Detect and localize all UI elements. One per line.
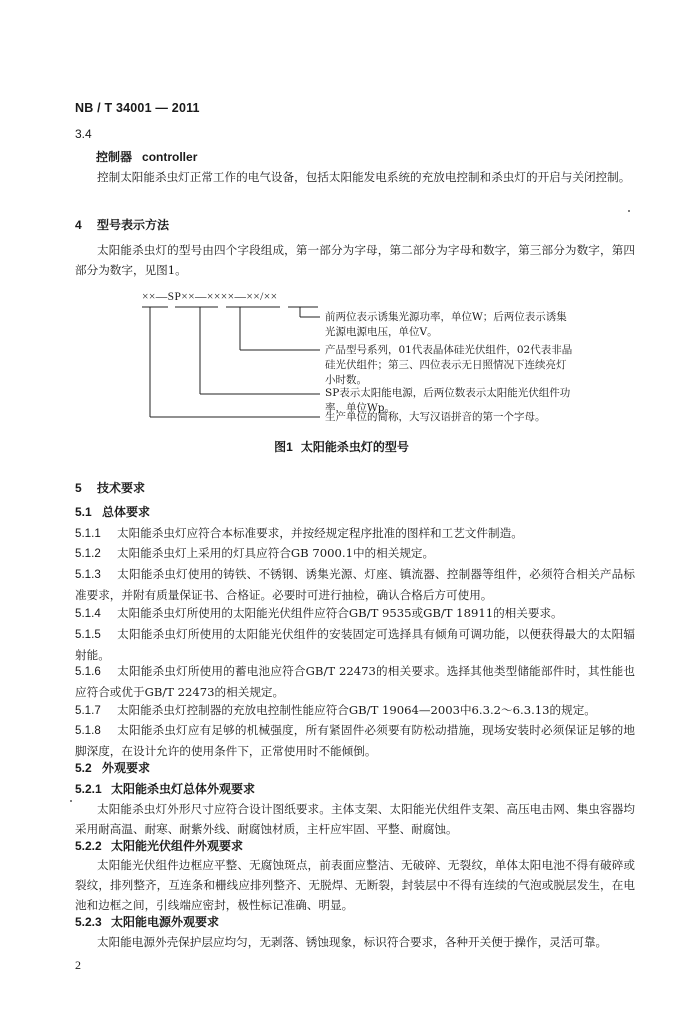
clause-5-2-3-text: 太阳能电源外壳保护层应均匀，无剥落、锈蚀现象，标识符合要求，各种开关便于操作，灵活可靠。 — [97, 935, 608, 949]
clause-5-1-8: 5.1.8 太阳能杀虫灯应有足够的机械强度，所有紧固件必须要有防松动措施，现场安装时必须保证足够的地脚深度，在设计允许的使用条件下，正常使用时不能倾倒。 — [75, 723, 635, 758]
clause-5-1-2: 5.1.2 太阳能杀虫灯上采用的灯具应符合GB 7000.1中的相关规定。 — [75, 546, 435, 560]
section-5-heading: 5 技术要求 — [75, 481, 146, 495]
diagram-label-1: 前两位表示诱集光源功率，单位W；后两位表示诱集光源电源电压，单位V。 — [325, 311, 567, 338]
diagram-label-4: 生产单位的简称，大写汉语拼音的第一个字母。 — [325, 411, 546, 423]
figure-caption-text: 太阳能杀虫灯的型号 — [300, 440, 409, 454]
section-5-2-heading: 5.2 外观要求 — [75, 761, 151, 775]
scan-speck — [628, 210, 630, 212]
term-definition: 控制太阳能杀虫灯正常工作的电气设备，包括太阳能发电系统的充放电控制和杀虫灯的开启与关闭控制。 — [97, 170, 631, 184]
section-4-paragraph: 太阳能杀虫灯的型号由四个字段组成，第一部分为字母，第二部分为字母和数字，第三部分为数字，第四部分为数字，见图1。 — [75, 243, 635, 277]
model-code-string: ××—SP××—××××—××/×× — [142, 291, 278, 303]
page-number: 2 — [75, 958, 81, 972]
clause-5-2-2-text: 太阳能光伏组件边框应平整、无腐蚀斑点，前表面应整洁、无破碎、无裂纹，单体太阳电池不得有破碎或裂纹，排列整齐，互连条和栅线应排列整齐、无脱焊、无断裂，封装层中不得有连续的气泡或脱层发生，在电池和边框之间，引线端应密封，极性标记准确、明显。 — [75, 858, 635, 912]
diagram-label-2: 产品型号系列，01代表晶体硅光伏组件，02代表非晶硅光伏组件；第三、四位表示无日照情况下连续亮灯小时数。 — [325, 344, 573, 386]
scan-speck — [70, 800, 72, 802]
clause-5-1-1: 5.1.1 太阳能杀虫灯应符合本标准要求，并按经规定程序批准的图样和工艺文件制造。 — [75, 526, 523, 540]
figure-caption-number: 图1 — [274, 440, 293, 454]
section-5-1-heading: 5.1 总体要求 — [75, 505, 151, 519]
term-en: controller — [142, 150, 198, 164]
section-5-2-1-heading: 5.2.1 太阳能杀虫灯总体外观要求 — [75, 782, 256, 796]
clause-5-1-4: 5.1.4 太阳能杀虫灯所使用的太阳能光伏组件应符合GB/T 9535或GB/T 18911的相关要求。 — [75, 606, 563, 620]
clause-3-4-number: 3.4 — [75, 127, 92, 141]
section-5-2-3-heading: 5.2.3 太阳能电源外观要求 — [75, 915, 220, 929]
clause-5-2-1-text: 太阳能杀虫灯外形尺寸应符合设计图纸要求。主体支架、太阳能光伏组件支架、高压电击网、集虫容器均采用耐高温、耐寒、耐紫外线、耐腐蚀材质，主杆应牢固、平整、耐腐蚀。 — [75, 802, 635, 836]
clause-5-1-6: 5.1.6 太阳能杀虫灯所使用的蓄电池应符合GB/T 22473的相关要求。选择其他类型储能部件时，其性能也应符合或优于GB/T 22473的相关规定。 — [75, 664, 635, 699]
figure-caption — [0, 438, 683, 455]
section-5-2-2-heading: 5.2.2 太阳能光伏组件外观要求 — [75, 839, 244, 853]
section-4-heading: 4 型号表示方法 — [75, 218, 170, 232]
term-zh: 控制器 — [96, 150, 133, 164]
clause-5-1-5: 5.1.5 太阳能杀虫灯所使用的太阳能光伏组件的安装固定可选择具有倾角可调功能，以便获得最大的太阳辐射能。 — [75, 627, 635, 662]
diagram-label-3: SP表示太阳能电源，后两位数表示太阳能光伏组件功率，单位Wp。 — [325, 387, 571, 414]
clause-5-1-7: 5.1.7 太阳能杀虫灯控制器的充放电控制性能应符合GB/T 19064—2003中6.3.2～6.3.13的规定。 — [75, 703, 596, 717]
clause-5-1-3: 5.1.3 太阳能杀虫灯使用的铸铁、不锈钢、诱集光源、灯座、镇流器、控制器等组件，必须符合相关产品标准要求，并附有质量保证书、合格证。必要时可进行抽检，确认合格后方可使用。 — [75, 567, 635, 602]
standard-number-header: NB / T 34001 — 2011 — [75, 101, 200, 115]
